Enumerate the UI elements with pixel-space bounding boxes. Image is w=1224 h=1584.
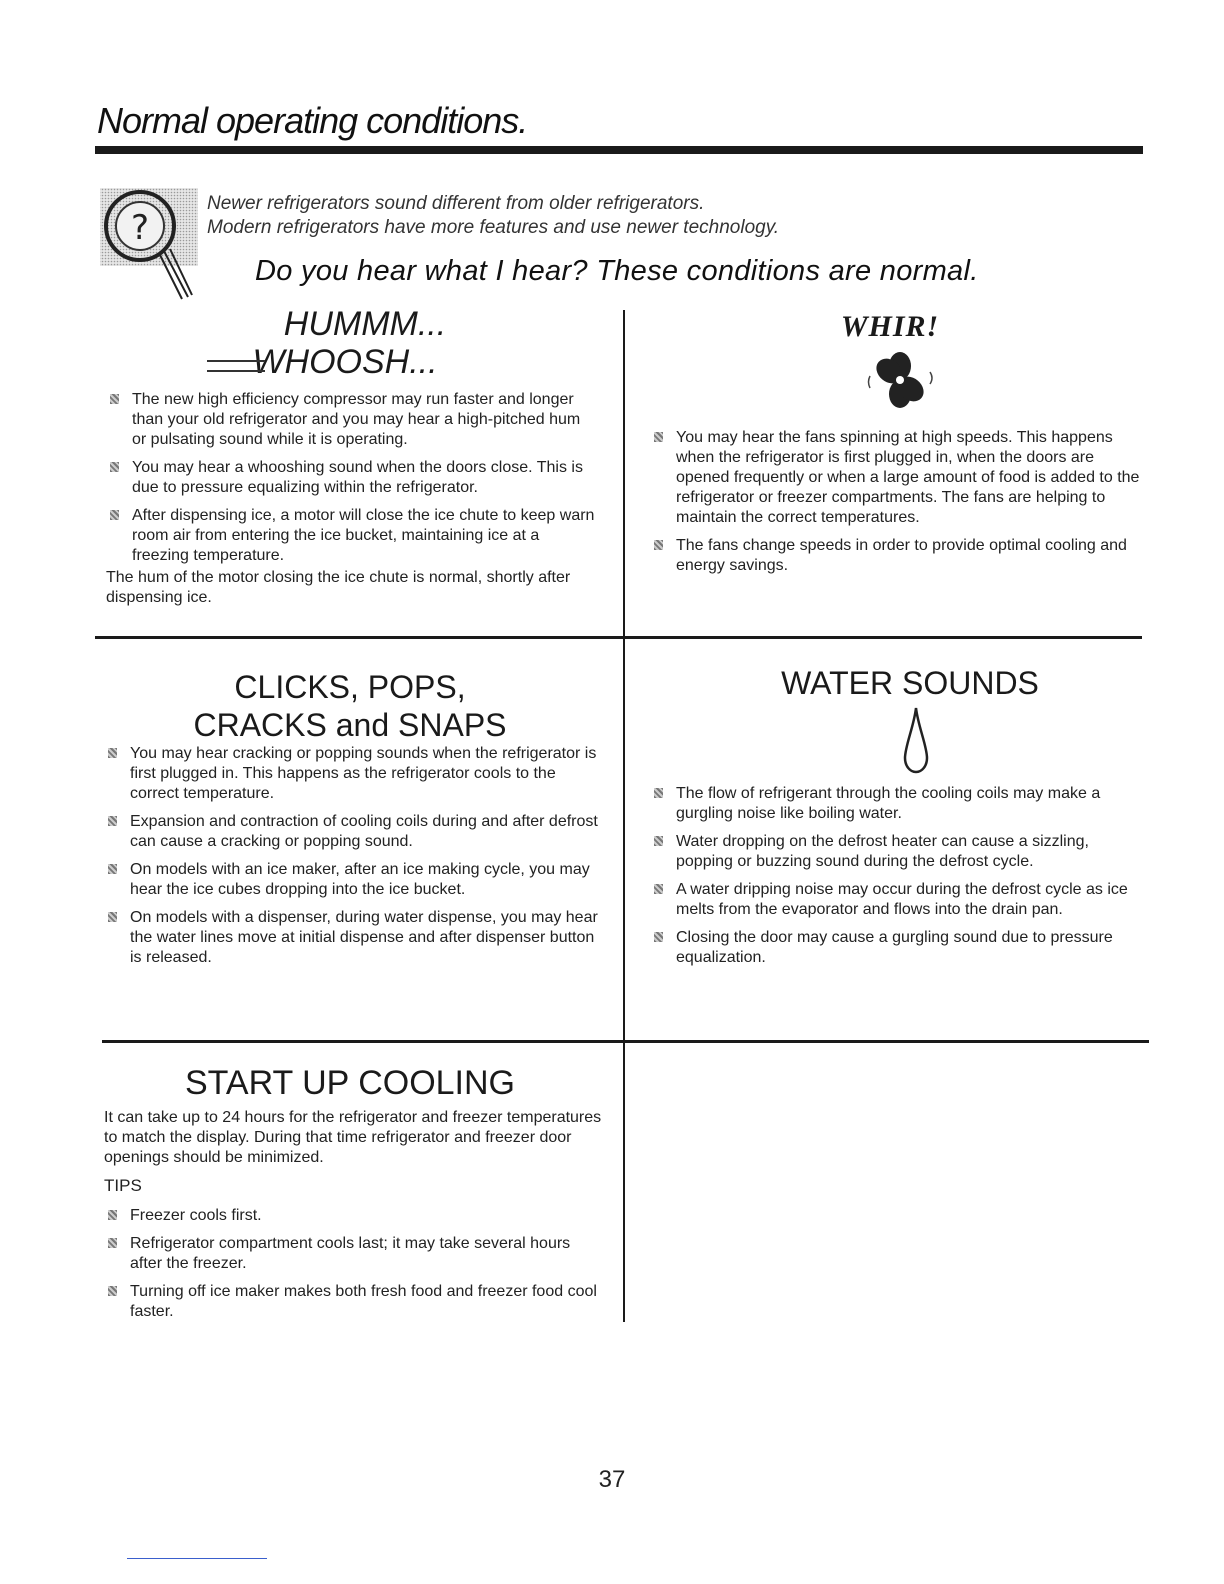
intro-text (207, 192, 779, 240)
fan-icon (866, 350, 936, 415)
list-item: You may hear cracking or popping sounds when the refrigerator is first plugged in. This happens as the refrigerator cools to the correct temperature. (104, 744, 604, 804)
intro-line-1: Newer refrigerators sound different from older refrigerators. (207, 193, 705, 214)
column-divider (623, 310, 625, 1322)
svg-text:?: ? (130, 208, 150, 248)
tips-label: TIPS (104, 1176, 142, 1195)
water-heading: WATER SOUNDS (781, 665, 1039, 701)
hum-heading (195, 305, 495, 381)
list-item: On models with an ice maker, after an ice making cycle, you may hear the ice cubes dropping into the ice bucket. (104, 860, 604, 900)
whoosh-lines-icon (207, 360, 265, 372)
clicks-heading-line-1: CLICKS, POPS, (234, 669, 466, 705)
footer-rule (127, 1558, 267, 1559)
list-item: Freezer cools first. (104, 1206, 604, 1226)
hum-note: The hum of the motor closing the ice chute is normal, shortly after dispensing ice. (106, 569, 571, 606)
clicks-heading (100, 668, 600, 744)
title-rule (95, 146, 1143, 154)
page-number: 37 (598, 1466, 626, 1493)
list-item: Expansion and contraction of cooling coils during and after defrost can cause a cracking or popping sound. (104, 812, 604, 852)
startup-text: It can take up to 24 hours for the refrigerator and freezer temperatures to match the display. During that time refrigerator and freezer door openings should be minimized. (104, 1109, 602, 1166)
section-divider-1 (95, 636, 1142, 639)
list-item: You may hear a whooshing sound when the doors close. This is due to pressure equalizing within the refrigerator. (106, 458, 596, 498)
list-item: On models with a dispenser, during water dispense, you may hear the water lines move at initial dispense and after dispenser button is released. (104, 908, 604, 968)
page-title: Normal operating conditions. (97, 100, 528, 141)
list-item: The fans change speeds in order to provide optimal cooling and energy savings. (650, 536, 1145, 576)
startup-heading: START UP COOLING (184, 1064, 515, 1102)
hum-list (106, 390, 596, 574)
list-item: A water dripping noise may occur during the defrost cycle as ice melts from the evaporator and flows into the drain pan. (650, 880, 1145, 920)
whir-list (650, 428, 1145, 584)
intro-line-2: Modern refrigerators have more features and use newer technology. (207, 217, 780, 238)
list-item: You may hear the fans spinning at high speeds. This happens when the refrigerator is first plugged in, when the doors are opened frequently or when a large amount of food is added to the refrigerator or freezer compartments. The fans are helping to maintain the correct temperatures. (650, 428, 1145, 528)
clicks-list (104, 744, 604, 976)
whir-heading: WHIR! (840, 310, 940, 343)
list-item: Water dropping on the defrost heater can cause a sizzling, popping or buzzing sound during the defrost cycle. (650, 832, 1145, 872)
list-item: Closing the door may cause a gurgling sound due to pressure equalization. (650, 928, 1145, 968)
hum-heading-line-2: WHOOSH... (252, 343, 438, 381)
hum-heading-line-1: HUMMM... (283, 305, 447, 343)
list-item: The flow of refrigerant through the cooling coils may make a gurgling noise like boiling water. (650, 784, 1145, 824)
tips-list (104, 1206, 604, 1330)
question-speaker-icon (98, 185, 208, 310)
section-divider-2 (102, 1040, 1149, 1043)
list-item: After dispensing ice, a motor will close the ice chute to keep warn room air from entering the ice bucket, maintaining ice at a freezing temperature. (106, 506, 596, 566)
list-item: Turning off ice maker makes both fresh food and freezer food cool faster. (104, 1282, 604, 1322)
subtitle: Do you hear what I hear? These conditions are normal. (255, 255, 979, 287)
list-item: The new high efficiency compressor may run faster and longer than your old refrigerator and you may hear a high-pitched hum or pulsating sound while it is operating. (106, 390, 596, 450)
water-drop-icon (903, 706, 929, 779)
water-list (650, 784, 1145, 976)
list-item: Refrigerator compartment cools last; it may take several hours after the freezer. (104, 1234, 604, 1274)
clicks-heading-line-2: CRACKS and SNAPS (193, 707, 507, 743)
